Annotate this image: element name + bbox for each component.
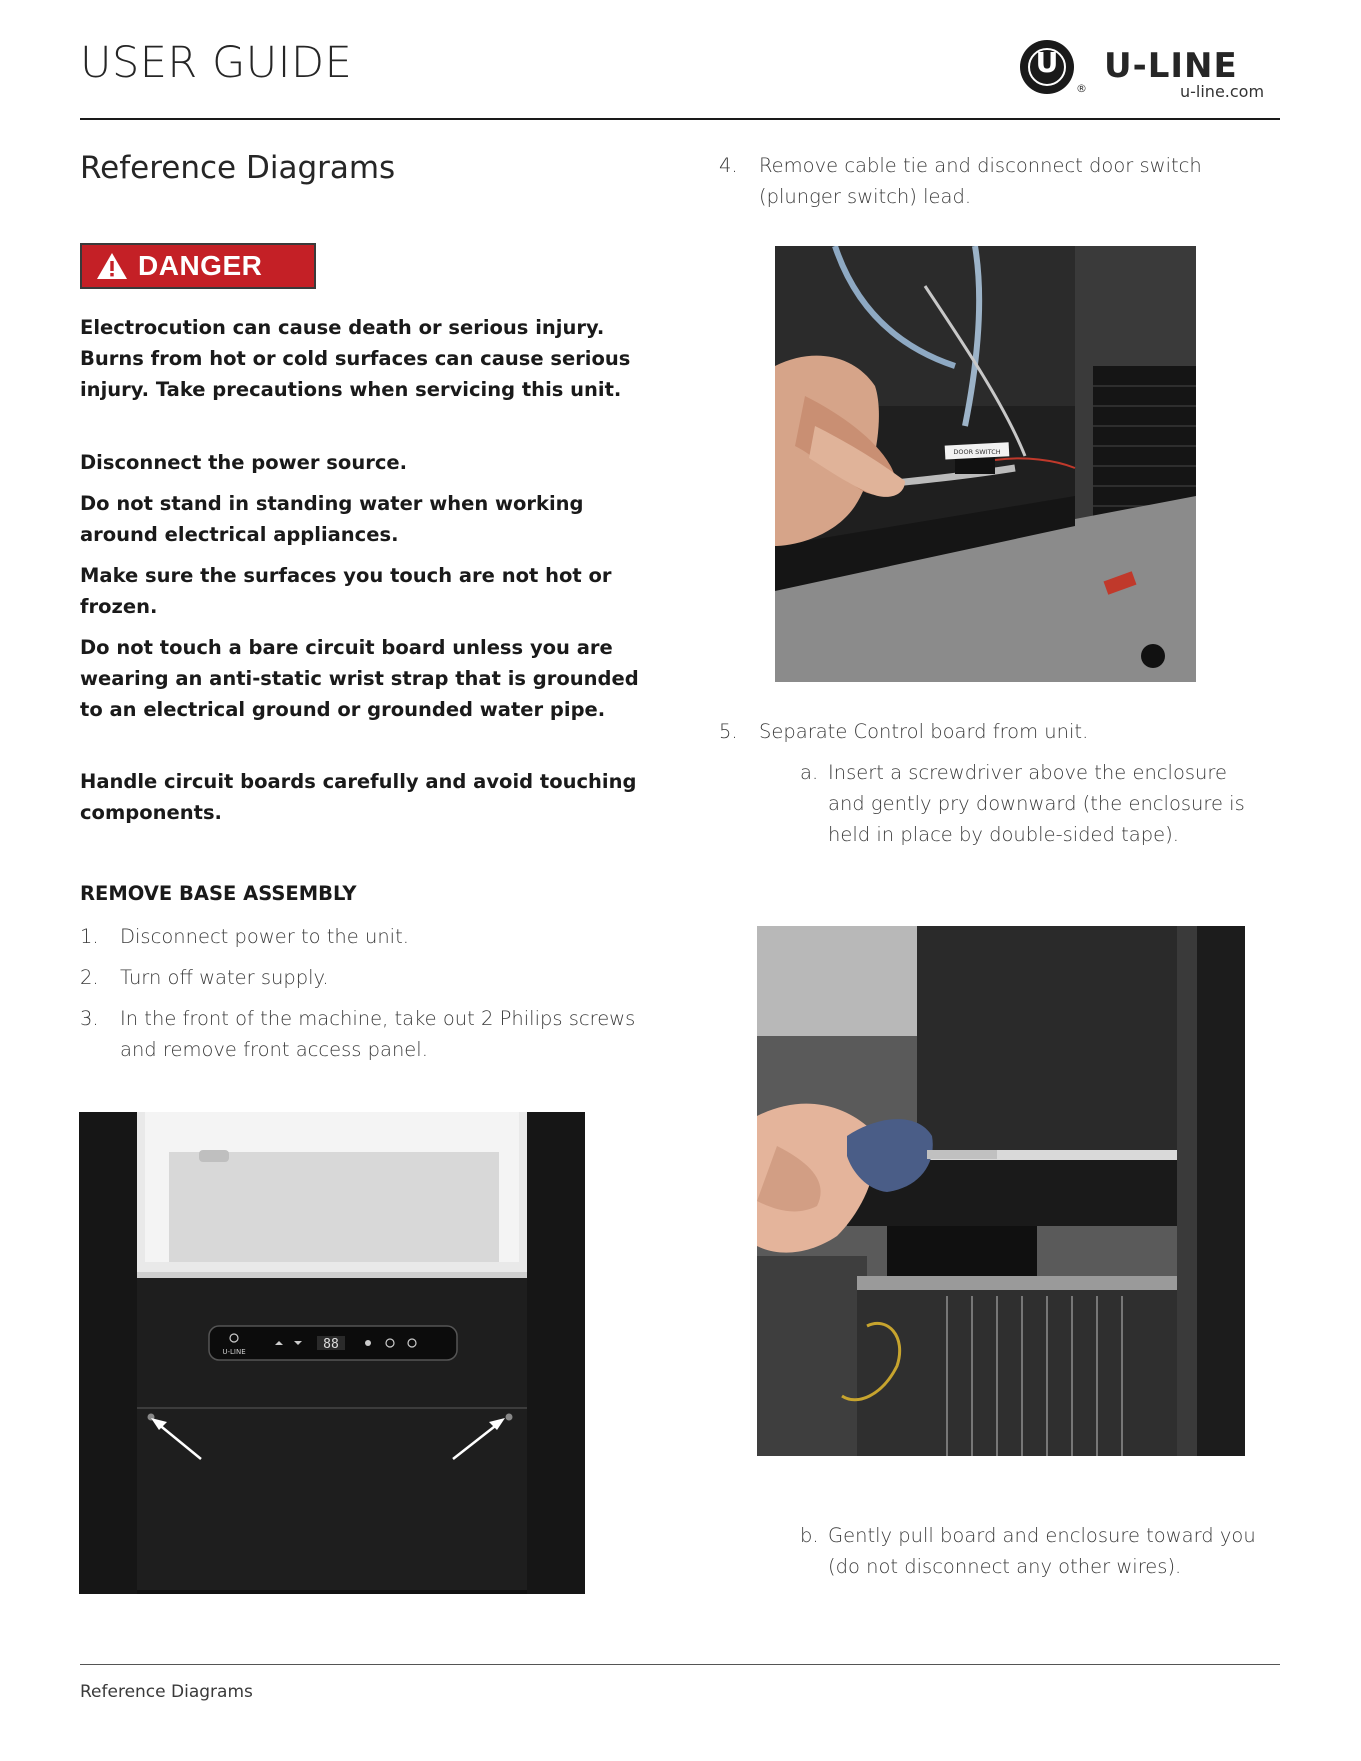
door-switch-tag: DOOR SWITCH xyxy=(953,448,1001,456)
step-item xyxy=(719,150,1279,214)
danger-label: DANGER xyxy=(138,250,263,281)
step-text: Separate Control board from unit. xyxy=(759,720,1089,743)
header-divider xyxy=(80,118,1280,120)
logo-registered-mark: ® xyxy=(1076,82,1087,95)
step-number: 5. xyxy=(719,720,738,743)
warning-text-4: Make sure the surfaces you touch are not hot or frozen. xyxy=(80,564,612,618)
door-switch-photo xyxy=(775,246,1196,682)
section-subheading: REMOVE BASE ASSEMBLY xyxy=(80,882,357,905)
step-text: Disconnect power to the unit. xyxy=(120,925,409,948)
section-title: Reference Diagrams xyxy=(80,150,396,186)
warning-text-1: Electrocution can cause death or serious injury. Burns from hot or cold surfaces can cause serious injury. Take precautions when servicing this unit. xyxy=(80,316,631,401)
step-item xyxy=(80,921,640,953)
footer-divider xyxy=(80,1664,1280,1665)
warning-text-6: Handle circuit boards carefully and avoid touching components. xyxy=(80,770,637,824)
step-text: In the front of the machine, take out 2 Philips screws and remove front access panel. xyxy=(120,1007,636,1061)
substep-label: a. xyxy=(800,761,819,784)
substep-text: Gently pull board and enclosure toward you (do not disconnect any other wires). xyxy=(828,1524,1256,1578)
step-number: 3. xyxy=(80,1007,99,1030)
logo-wordmark: U-LINE xyxy=(1104,46,1238,86)
warning-text-3: Do not stand in standing water when working around electrical appliances. xyxy=(80,492,584,546)
warning-triangle-icon xyxy=(96,252,128,280)
panel-brand-text: U-LINE xyxy=(222,1348,246,1356)
step-text: Remove cable tie and disconnect door switch (plunger switch) lead. xyxy=(759,154,1202,208)
logo-letter: U xyxy=(1035,46,1059,79)
step-item xyxy=(80,962,640,994)
substep-text: Insert a screwdriver above the enclosure and gently pry downward (the enclosure is held in place by double-sided tape). xyxy=(828,761,1245,846)
brand-logo xyxy=(1020,40,1280,104)
substep-item xyxy=(800,1520,1270,1584)
step-item xyxy=(719,716,1279,748)
logo-url: u-line.com xyxy=(1180,82,1265,101)
substep-label: b. xyxy=(800,1524,819,1547)
step-number: 2. xyxy=(80,966,99,989)
step-number: 1. xyxy=(80,925,99,948)
footer-text: Reference Diagrams xyxy=(80,1682,253,1702)
front-panel-photo xyxy=(79,1112,585,1594)
danger-banner xyxy=(80,243,316,289)
step-item xyxy=(80,1003,640,1067)
page-title: USER GUIDE xyxy=(80,38,353,88)
screwdriver-photo xyxy=(757,926,1245,1456)
step-text: Turn off water supply. xyxy=(120,966,329,989)
substep-item xyxy=(800,757,1270,853)
warning-text-2: Disconnect the power source. xyxy=(80,451,408,474)
step-number: 4. xyxy=(719,154,738,177)
warning-text-5: Do not touch a bare circuit board unless you are wearing an anti-static wrist strap that is grounded to an electrical ground or grounded water pipe. xyxy=(80,636,639,721)
svg-text:88: 88 xyxy=(323,1337,339,1352)
